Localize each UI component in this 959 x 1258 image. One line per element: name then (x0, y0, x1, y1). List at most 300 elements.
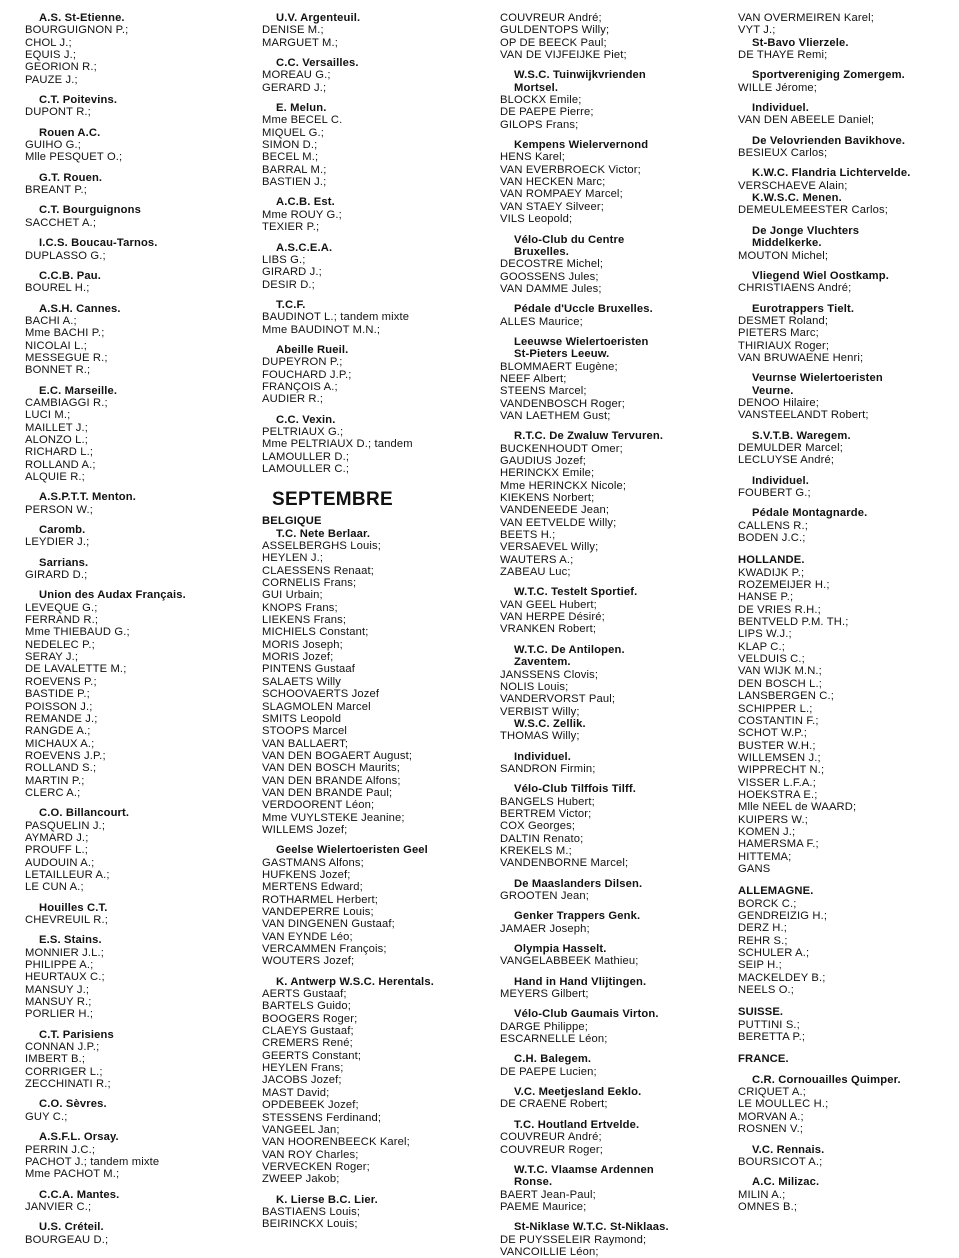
entry-name: NEELS O.; (738, 984, 795, 997)
entry-name: SCHOOVAERTS Jozef (262, 688, 380, 701)
entry-name: BAERT Jean-Paul; (500, 1188, 596, 1201)
entry-name: BREANT P.; (25, 184, 88, 197)
club-heading: V.C. Meetjesland Eeklo. (514, 1086, 642, 1099)
entry-name: AYMARD J.; (25, 831, 89, 844)
entry-name: RICHARD L.; (25, 446, 94, 459)
entry-name: ALLES Maurice; (500, 315, 583, 328)
entry-name: COUVREUR Roger; (500, 1143, 603, 1156)
entry-name: BASTIDE P.; (25, 688, 90, 701)
entry-name: VAN DEN BOGAERT August; (262, 749, 413, 762)
entry-name: VERBIST Willy; (500, 705, 580, 718)
entry-name: DUPLASSO G.; (25, 249, 106, 262)
entry-name: LECLUYSE André; (738, 454, 835, 467)
entry-name: FOUBERT G.; (738, 487, 811, 499)
entry-name: KNOPS Frans; (262, 601, 338, 614)
club-heading: De Jonge Vluchters (752, 224, 860, 237)
entry-name: ROEVENS J.P.; (25, 749, 106, 762)
entry-name: PORLIER H.; (25, 1008, 94, 1021)
entry-name: LETAILLEUR A.; (25, 868, 110, 881)
entry-name: SALAETS Willy (262, 675, 342, 688)
entry-name: CAMBIAGGI R.; (25, 396, 108, 409)
entry-name: MICHAUX A.; (25, 737, 95, 750)
entry-name: DEMEULEMEESTER Carlos; (738, 204, 889, 217)
entry-name: MORIS Joseph; (262, 638, 343, 651)
entry-name: MORIS Jozef; (262, 651, 334, 664)
entry-name: ZWEEP Jakob; (262, 1173, 340, 1186)
club-heading: Olympia Hasselt. (514, 943, 607, 956)
entry-name: POISSON J.; (25, 700, 93, 713)
entry-name: VAN LAETHEM Gust; (500, 409, 611, 422)
club-heading: Middelkerke. (752, 237, 822, 250)
entry-name: GEERTS Constant; (262, 1049, 362, 1062)
entry-name: GENDREIZIG H.; (738, 910, 828, 922)
entry-name: VANSTEELANDT Robert; (738, 409, 869, 422)
entry-name: ALONZO L.; (25, 433, 89, 446)
entry-name: SMITS Leopold (262, 712, 342, 725)
club-heading: V.C. Rennais. (752, 1143, 825, 1156)
entry-name: VANDEPERRE Louis; (262, 906, 374, 918)
entry-name: LEVEQUE G.; (25, 601, 98, 614)
entry-name: HUFKENS Jozef; (262, 868, 351, 881)
entry-name: VAN DEN BRANDE Alfons; (262, 774, 401, 787)
entry-name: DE CRAENE Robert; (500, 1098, 608, 1111)
entry-name: Mlle NEEL de WAARD; (738, 801, 857, 814)
entry-name: Mme PELTRIAUX D.; tandem (262, 438, 413, 451)
club-heading: W.T.C. De Antilopen. (514, 643, 625, 656)
entry-name: GANS (738, 862, 771, 875)
club-heading: T.C. Nete Berlaar. (276, 527, 371, 540)
entry-name: CLERC A.; (25, 786, 81, 799)
entry-name: ROLLAND S.; (25, 762, 97, 775)
entry-name: PASQUELIN J.; (25, 819, 106, 832)
entry-name: OMNES B.; (738, 1200, 798, 1213)
entry-name: CHRISTIAENS André; (738, 282, 852, 295)
entry-name: JACOBS Jozef; (262, 1074, 342, 1087)
entry-name: VANGELABBEEK Mathieu; (500, 955, 639, 968)
entry-name: VAN DINGENEN Gustaaf; (262, 918, 395, 931)
entry-name: Mlle PESQUET O.; (25, 151, 123, 164)
column-4 (738, 12, 956, 1213)
entry-name: OPDEBEEK Jozef; (262, 1099, 359, 1112)
club-heading: A.S. St-Etienne. (39, 12, 125, 24)
entry-name: MICHIELS Constant; (262, 626, 369, 639)
entry-name: BORCK C.; (738, 897, 797, 910)
entry-name: TEXIER P.; (262, 221, 320, 234)
entry-name: AUDOUIN A.; (25, 856, 95, 869)
entry-name: BACHI A.; (25, 314, 77, 327)
entry-name: MERTENS Edward; (262, 881, 363, 894)
club-heading: C.T. Bourguignons (39, 204, 141, 217)
entry-name: BLOMMAERT Eugène; (500, 360, 618, 373)
club-heading: Abeille Rueil. (276, 343, 349, 356)
entry-name: ZABEAU Luc; (500, 566, 571, 579)
entry-name: VAN DEN ABEELE Daniel; (738, 114, 875, 127)
entry-name: BEETS H.; (500, 529, 556, 542)
entry-name: Mme THIEBAUD G.; (25, 626, 130, 639)
entry-name: ESCARNELLE Léon; (500, 1033, 608, 1046)
entry-name: NEEF Albert; (500, 372, 567, 385)
entry-name: CLAEYS Gustaaf; (262, 1025, 354, 1038)
entry-name: PIETERS Marc; (738, 327, 819, 340)
entry-name: HAMERSMA F.; (738, 838, 819, 851)
club-heading: Sportvereniging Zomergem. (752, 69, 905, 82)
entry-name: GEORION R.; (25, 61, 97, 74)
column-2 (262, 12, 494, 1231)
entry-name: LEYDIER J.; (25, 536, 90, 549)
club-heading: A.C. Milizac. (752, 1176, 820, 1189)
entry-name: VAN DE VIJFEIJKE Piet; (500, 49, 627, 62)
entry-name: BARRAL M.; (262, 163, 327, 176)
entry-name: MOREAU G.; (262, 69, 331, 82)
entry-name: SACCHET A.; (25, 216, 97, 229)
entry-name: BASTIEN J.; (262, 176, 327, 189)
club-heading: T.C. Houtland Ertvelde. (514, 1118, 640, 1131)
club-heading: T.C.F. (276, 298, 306, 311)
entry-name: KLAP C.; (738, 640, 786, 653)
entry-name: DALTIN Renato; (500, 832, 584, 845)
entry-name: FERRAND R.; (25, 614, 99, 627)
entry-name: MORVAN A.; (738, 1110, 804, 1123)
club-heading: I.C.S. Boucau-Tarnos. (39, 237, 158, 250)
entry-name: VYT J.; (738, 24, 776, 37)
entry-name: BOURSICOT A.; (738, 1155, 823, 1168)
club-heading: C.T. Poitevins. (39, 94, 118, 107)
club-heading: Union des Audax Français. (39, 589, 186, 602)
entry-name: WIPPRECHT N.; (738, 764, 825, 777)
entry-name: BOURGUIGNON P.; (25, 24, 129, 37)
entry-name: MOUTON Michel; (738, 249, 829, 262)
entry-name: Mme VUYLSTEKE Jeanine; (262, 811, 405, 824)
entry-name: VANDENBORNE Marcel; (500, 857, 629, 870)
entry-name: LIEKENS Frans; (262, 614, 347, 627)
entry-name: VAN BALLAERT; (262, 737, 349, 750)
club-heading: A.S.H. Cannes. (39, 302, 121, 315)
entry-name: GASTMANS Alfons; (262, 856, 364, 869)
entry-name: VAN DEN BOSCH Maurits; (262, 762, 400, 775)
entry-name: DEMULDER Marcel; (738, 441, 843, 454)
club-heading: R.T.C. De Zwaluw Tervuren. (514, 430, 664, 443)
entry-name: GERARD J.; (262, 81, 327, 94)
entry-name: AUDIER R.; (262, 393, 324, 406)
entry-name: GIRARD D.; (25, 569, 88, 582)
entry-name: HOEKSTRA E.; (738, 788, 818, 801)
entry-name: STESSENS Ferdinand; (262, 1111, 382, 1124)
club-heading: W.T.C. Vlaamse Ardennen (514, 1163, 654, 1176)
entry-name: COSTANTIN F.; (738, 714, 819, 727)
club-heading: Veurne. (752, 384, 794, 397)
entry-name: BANGELS Hubert; (500, 795, 595, 808)
club-heading: W.S.C. Tuinwijkvrienden (514, 69, 646, 82)
entry-name: VERSAEVEL Willy; (500, 541, 599, 554)
entry-name: FOUCHARD J.P.; (262, 368, 352, 381)
entry-name: RANGDE A.; (25, 725, 91, 738)
entry-name: CONNAN J.P.; (25, 1041, 100, 1054)
entry-name: KWADIJK P.; (738, 566, 805, 579)
entry-name: DUPONT R.; (25, 106, 91, 119)
entry-name: PELTRIAUX G.; (262, 425, 344, 438)
entry-name: KOMEN J.; (738, 825, 796, 838)
entry-name: HITTEMA; (738, 850, 792, 863)
entry-name: SCHULER A.; (738, 947, 810, 960)
club-heading: E. Melun. (276, 102, 327, 115)
club-heading: C.R. Cornouailles Quimper. (752, 1073, 901, 1086)
entry-name: BERETTA P.; (738, 1031, 806, 1044)
entry-name: BENTVELD P.M. TH.; (738, 616, 849, 629)
entry-name: VANDERVORST Paul; (500, 693, 616, 706)
club-heading: De Velovrienden Bavikhove. (752, 134, 906, 147)
entry-name: ROLLAND A.; (25, 458, 96, 471)
entry-name: VAN OVERMEIREN Karel; (738, 12, 874, 24)
entry-name: LIPS W.J.; (738, 628, 792, 641)
entry-name: GROOTEN Jean; (500, 890, 589, 902)
entry-name: GUIHO G.; (25, 139, 82, 152)
country-heading: ALLEMAGNE. (738, 885, 814, 898)
entry-name: GILOPS Frans; (500, 118, 579, 131)
country-heading: BELGIQUE (262, 515, 322, 528)
entry-name: HENS Karel; (500, 151, 566, 164)
entry-name: VAN EYNDE Léo; (262, 930, 353, 943)
entry-name: CHEVREUIL R.; (25, 914, 108, 926)
club-heading: A.S.C.E.A. (276, 241, 333, 254)
entry-name: VERCAMMEN François; (262, 943, 387, 956)
club-heading: Kempens Wielervernond (514, 139, 649, 152)
entry-name: HEYLEN Frans; (262, 1062, 344, 1075)
entry-name: ASSELBERGHS Louis; (262, 540, 381, 553)
entry-name: REHR S.; (738, 934, 788, 947)
entry-name: ALQUIE R.; (25, 471, 85, 483)
club-heading: K. Antwerp W.S.C. Herentals. (276, 975, 434, 988)
entry-name: HANSE P.; (738, 591, 794, 604)
entry-name: VANDENEEDE Jean; (500, 504, 610, 517)
entry-name: DE PAEPE Lucien; (500, 1065, 597, 1078)
entry-name: DE LAVALETTE M.; (25, 663, 127, 676)
club-heading: Individuel. (514, 750, 571, 763)
entry-name: DENOO Hilaire; (738, 396, 820, 409)
entry-name: ROTHARMEL Herbert; (262, 893, 379, 906)
club-heading: Individuel. (752, 102, 809, 115)
entry-name: PINTENS Gustaaf (262, 663, 356, 676)
club-heading: C.C.B. Pau. (39, 269, 101, 282)
entry-name: SIMON D.; (262, 139, 318, 152)
entry-name: LUCI M.; (25, 409, 71, 422)
entry-name: NOLIS Louis; (500, 680, 569, 693)
club-heading: St-Niklase W.T.C. St-Niklaas. (514, 1221, 669, 1234)
club-heading: A.C.B. Est. (276, 196, 335, 209)
club-heading: C.C.A. Mantes. (39, 1188, 120, 1201)
entry-name: DESIR D.; (262, 278, 315, 291)
entry-name: CHOL J.; (25, 36, 72, 49)
entry-name: VILS Leopold; (500, 213, 573, 226)
entry-name: PERSON W.; (25, 503, 94, 516)
entry-name: THOMAS Willy; (500, 730, 580, 743)
entry-name: VAN ROY Charles; (262, 1148, 359, 1161)
club-heading: De Maaslanders Dilsen. (514, 877, 643, 890)
club-heading: A.S.F.L. Orsay. (39, 1131, 119, 1144)
entry-name: OP DE BEECK Paul; (500, 36, 607, 49)
column-1 (25, 12, 250, 1246)
entry-name: VANGEEL Jan; (262, 1123, 340, 1136)
entry-name: VRANKEN Robert; (500, 623, 597, 636)
entry-name: BOUREL H.; (25, 282, 90, 295)
entry-name: Mme BAUDINOT M.N.; (262, 323, 381, 336)
entry-name: KUIPERS W.; (738, 813, 809, 826)
entry-name: VISSER L.F.A.; (738, 776, 816, 789)
entry-name: ROEVENS P.; (25, 675, 97, 688)
entry-name: DE VRIES R.H.; (738, 603, 821, 616)
club-heading: Sarrians. (39, 556, 89, 569)
entry-name: ROZEMEIJER H.; (738, 579, 830, 592)
entry-name: WOUTERS Jozef; (262, 955, 355, 968)
entry-name: SEIP H.; (738, 959, 782, 972)
club-heading: Pédale d'Uccle Bruxelles. (514, 303, 653, 316)
entry-name: MEYERS Gilbert; (500, 988, 589, 1001)
entry-name: BARTELS Guido; (262, 1000, 351, 1013)
entry-name: DENISE M.; (262, 24, 324, 37)
club-heading: Caromb. (39, 524, 86, 537)
entry-name: LIBS G.; (262, 253, 306, 266)
entry-name: LE CUN A.; (25, 881, 84, 894)
entry-name: BODEN J.C.; (738, 532, 806, 545)
club-heading: C.H. Balegem. (514, 1053, 592, 1066)
entry-name: BASTIAENS Louis; (262, 1205, 361, 1218)
entry-name: Mme BECEL C. (262, 114, 343, 127)
entry-name: BONNET R.; (25, 364, 91, 377)
entry-name: PUTTINI S.; (738, 1018, 800, 1031)
entry-name: SCHOT W.P.; (738, 727, 807, 740)
entry-name: SLAGMOLEN Marcel (262, 700, 371, 713)
entry-name: KREKELS M.; (500, 844, 572, 857)
entry-name: BERTREM Victor; (500, 807, 592, 820)
entry-name: EQUIS J.; (25, 49, 77, 62)
entry-name: Mme BACHI P.; (25, 327, 105, 340)
entry-name: DE PUYSSELEIR Raymond; (500, 1233, 647, 1246)
entry-name: VELDUIS C.; (738, 653, 805, 666)
entry-name: BAUDINOT L.; tandem mixte (262, 311, 410, 324)
entry-name: MESSEGUE R.; (25, 351, 108, 364)
club-heading: S.V.T.B. Waregem. (752, 429, 851, 442)
entry-name: Mme PACHOT M.; (25, 1168, 120, 1181)
entry-name: VERVECKEN Roger; (262, 1160, 370, 1173)
entry-name: SANDRON Firmin; (500, 762, 596, 775)
club-heading: Zaventem. (514, 656, 571, 669)
entry-name: HEURTAUX C.; (25, 971, 105, 984)
club-heading: E.C. Marseille. (39, 384, 118, 397)
entry-name: COUVREUR André; (500, 1131, 602, 1144)
entry-name: COX Georges; (500, 820, 576, 833)
club-heading: Houilles C.T. (39, 901, 108, 914)
entry-name: GUI Urbain; (262, 589, 323, 602)
section-title: SEPTEMBRE (272, 489, 393, 511)
club-heading: St-Pieters Leeuw. (514, 348, 610, 361)
entry-name: KIEKENS Norbert; (500, 492, 595, 505)
club-heading: U.S. Créteil. (39, 1221, 104, 1234)
club-heading: Genker Trappers Genk. (514, 910, 641, 923)
club-heading: G.T. Rouen. (39, 171, 103, 184)
club-heading: Ronse. (514, 1176, 553, 1189)
entry-name: PHILIPPE A.; (25, 959, 94, 972)
club-heading: K.W.C. Flandria Lichtervelde. (752, 167, 911, 180)
entry-name: CORRIGER L.; (25, 1065, 103, 1078)
entry-name: NEDELEC P.; (25, 638, 95, 651)
entry-name: VANCOILLIE Léon; (500, 1245, 599, 1258)
club-heading: U.V. Argenteuil. (276, 12, 361, 24)
entry-name: HERINCKX Emile; (500, 467, 595, 480)
entry-name: DE PAEPE Pierre; (500, 106, 594, 119)
club-heading: C.T. Parisiens (39, 1028, 114, 1041)
club-heading: C.O. Sèvres. (39, 1098, 107, 1111)
entry-name: Mme ROUY G.; (262, 208, 342, 221)
entry-name: CRIQUET A.; (738, 1086, 806, 1099)
entry-name: FRANÇOIS A.; (262, 380, 338, 393)
entry-name: DE THAYE Remi; (738, 49, 828, 62)
club-heading: Geelse Wielertoeristen Geel (276, 844, 428, 857)
club-heading: Vélo-Club Gaumais Virton. (514, 1008, 659, 1021)
club-heading: A.S.P.T.T. Menton. (39, 491, 136, 504)
entry-name: MILIN A.; (738, 1188, 786, 1201)
entry-name: DARGE Philippe; (500, 1020, 589, 1033)
entry-name: GIRARD J.; (262, 266, 322, 279)
entry-name: VAN DAMME Jules; (500, 282, 602, 295)
club-heading: Bruxelles. (514, 245, 569, 258)
entry-name: MIQUEL G.; (262, 126, 325, 139)
entry-name: WILLEMSEN J.; (738, 751, 821, 764)
entry-name: PROUFF L.; (25, 844, 89, 857)
entry-name: MAILLET J.; (25, 421, 88, 434)
entry-name: MONNIER J.L.; (25, 946, 105, 959)
club-heading: Rouen A.C. (39, 126, 101, 139)
club-heading: K.W.S.C. Menen. (752, 192, 842, 205)
club-heading: Veurnse Wielertoeristen (752, 372, 883, 385)
entry-name: BESIEUX Carlos; (738, 147, 828, 160)
club-heading: Vélo-Club Tilffois Tilff. (514, 783, 637, 796)
entry-name: ZECCHINATI R.; (25, 1078, 111, 1091)
country-heading: SUISSE. (738, 1006, 784, 1019)
entry-name: WILLEMS Jozef; (262, 823, 348, 836)
entry-name: JANVIER C.; (25, 1200, 92, 1213)
entry-name: COUVREUR André; (500, 12, 602, 24)
entry-name: WILLE Jérome; (738, 81, 818, 94)
entry-name: VAN EETVELDE Willy; (500, 516, 617, 529)
entry-name: DEN BOSCH L.; (738, 677, 823, 690)
country-heading: FRANCE. (738, 1053, 789, 1066)
entry-name: STOOPS Marcel (262, 725, 348, 738)
club-heading: Hand in Hand Vlijtingen. (514, 975, 647, 988)
entry-name: VAN ROMPAEY Marcel; (500, 188, 623, 201)
entry-name: BUSTER W.H.; (738, 739, 816, 752)
entry-name: VANDENBOSCH Roger; (500, 397, 625, 410)
club-heading: W.S.C. Zellik. (514, 717, 586, 730)
entry-name: PERRIN J.C.; (25, 1143, 96, 1156)
entry-name: VAN HERPE Désiré; (500, 611, 605, 624)
entry-name: PAUZE J.; (25, 73, 78, 86)
entry-name: VAN GEEL Hubert; (500, 598, 597, 611)
entry-name: SCHIPPER L.; (738, 702, 813, 715)
entry-name: VAN BRUWAENE Henri; (738, 351, 864, 364)
entry-name: JANSSENS Clovis; (500, 668, 599, 681)
entry-name: LE MOULLEC H.; (738, 1098, 829, 1111)
club-heading: Leeuwse Wielertoeristen (514, 335, 649, 348)
entry-name: VAN STAEY Silveer; (500, 200, 605, 213)
entry-name: BLOCKX Emile; (500, 94, 582, 107)
entry-name: BOURGEAU D.; (25, 1233, 109, 1246)
entry-name: DECOSTRE Michel; (500, 258, 604, 271)
entry-name: SERAY J.; (25, 651, 79, 664)
entry-name: DUPEYRON P.; (262, 356, 343, 369)
entry-name: MARGUET M.; (262, 36, 339, 49)
entry-name: Mme HERINCKX Nicole; (500, 479, 627, 492)
entry-name: LAMOULLER C.; (262, 463, 350, 475)
column-3 (500, 12, 735, 1258)
